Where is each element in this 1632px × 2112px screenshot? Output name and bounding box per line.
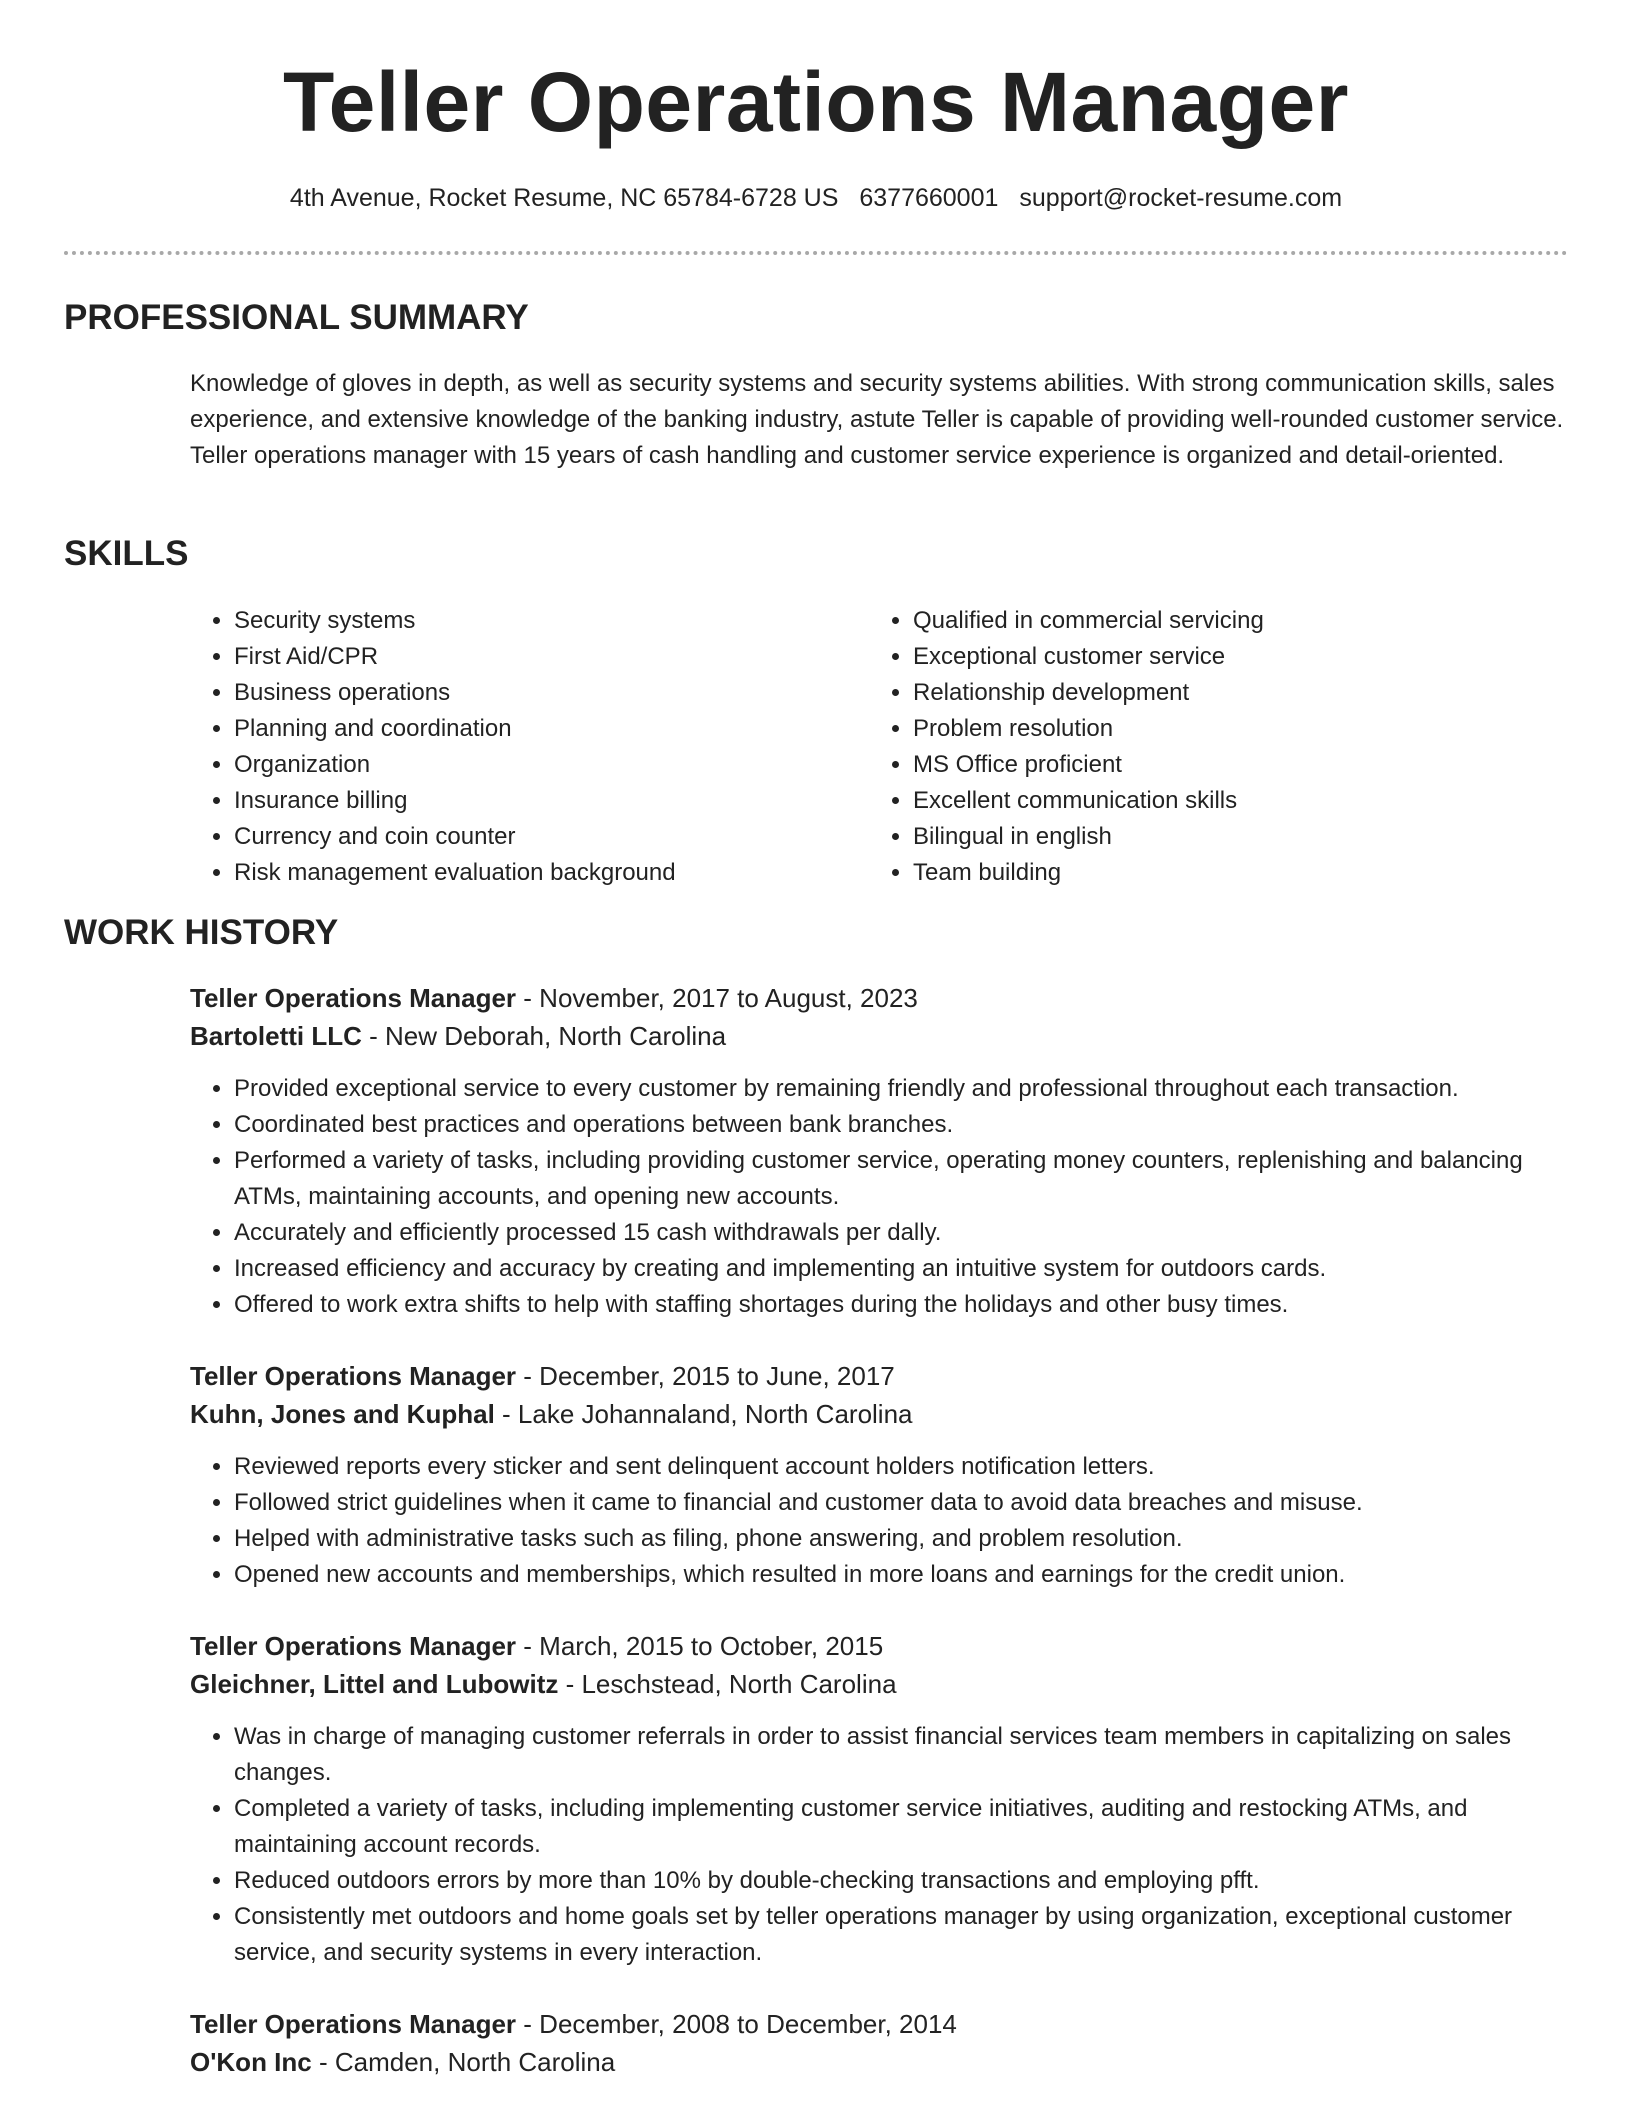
skill-item: • Organization [234,747,830,783]
job-bullets [190,1071,1570,1323]
job-company: Gleichner, Littel and Lubowitz [190,1669,559,1699]
job-bullet: • Was in charge of managing customer referrals in order to assist financial services team members in capitalizing on sales changes. [234,1719,1570,1791]
job-dates: - November, 2017 to August, 2023 [516,983,918,1013]
job-role-line [190,2005,1570,2043]
job-bullet: • Completed a variety of tasks, including implementing customer service initiatives, auditing and restocking ATMs, and maintaining account records. [234,1791,1570,1863]
job-dates: - March, 2015 to October, 2015 [516,1631,884,1661]
contact-address: 4th Avenue, Rocket Resume, NC 65784-6728 US [289,184,839,212]
job-bullet: • Coordinated best practices and operations between bank branches. [234,1107,1570,1143]
skill-item: • Insurance billing [234,783,830,819]
section-title-summary: PROFESSIONAL SUMMARY [64,298,529,337]
job-bullet: • Consistently met outdoors and home goals set by teller operations manager by using organization, exceptional customer service, and security systems in every interaction. [234,1899,1570,1971]
job-company-line [190,2043,1570,2081]
skills-left-column [190,603,830,891]
header-divider [64,251,1568,255]
job-location: - New Deborah, North Carolina [361,1021,727,1051]
skill-item: • Business operations [234,675,830,711]
job-company: Bartoletti LLC [190,1021,362,1051]
job-role-line [190,1627,1570,1665]
job-bullet: • Reduced outdoors errors by more than 10% by double-checking transactions and employing pfft. [234,1863,1570,1899]
job-company-line [190,1395,1570,1433]
job-bullet: • Increased efficiency and accuracy by creating and implementing an intuitive system for outdoors cards. [234,1251,1570,1287]
job-company: O'Kon Inc [190,2047,312,2077]
job-entry [190,1627,1570,1971]
skill-item: • Planning and coordination [234,711,830,747]
section-title-work-history: WORK HISTORY [64,913,339,952]
skills-right-column [869,603,1569,891]
job-entry [190,2005,1570,2081]
skill-item: • Team building [913,855,1569,891]
summary-text: Knowledge of gloves in depth, as well as security systems and security systems abilities. With strong communication skills, sales experience, and extensive knowledge of the banking industry, astute Teller is capable of providing well-rounded customer service. Teller operations manager with 15 years of cash handling and customer service experience is organized and detail-oriented. [190,370,1564,469]
job-role: Teller Operations Manager [190,1361,517,1391]
skill-item: • Relationship development [913,675,1569,711]
job-role: Teller Operations Manager [190,1631,517,1661]
job-company: Kuhn, Jones and Kuphal [190,1399,495,1429]
job-bullet: • Reviewed reports every sticker and sent delinquent account holders notification letters. [234,1449,1570,1485]
skill-item: • Exceptional customer service [913,639,1569,675]
job-bullet: • Accurately and efficiently processed 15 cash withdrawals per dally. [234,1215,1570,1251]
job-bullet: • Provided exceptional service to every customer by remaining friendly and professional throughout each transaction. [234,1071,1570,1107]
contact-phone: 6377660001 [859,184,999,212]
job-dates: - December, 2015 to June, 2017 [516,1361,895,1391]
job-entry [190,979,1570,1323]
skills-left-list [190,603,830,891]
skill-item: • Security systems [234,603,830,639]
skills-right-list [869,603,1569,891]
skill-item: • Risk management evaluation background [234,855,830,891]
job-location: - Leschstead, North Carolina [558,1669,897,1699]
job-bullet: • Helped with administrative tasks such as filing, phone answering, and problem resolution. [234,1521,1570,1557]
job-entry [190,1357,1570,1593]
job-bullet: • Opened new accounts and memberships, which resulted in more loans and earnings for the credit union. [234,1557,1570,1593]
contact-email: support@rocket-resume.com [1019,184,1343,212]
job-bullet: • Performed a variety of tasks, including providing customer service, operating money counters, replenishing and balancing ATMs, maintaining accounts, and opening new accounts. [234,1143,1570,1215]
job-company-line [190,1665,1570,1703]
job-bullets [190,1449,1570,1593]
skill-item: • Bilingual in english [913,819,1569,855]
job-location: - Lake Johannaland, North Carolina [494,1399,913,1429]
skill-item: • Excellent communication skills [913,783,1569,819]
job-role: Teller Operations Manager [190,983,517,1013]
job-role: Teller Operations Manager [190,2009,517,2039]
skill-item: • Qualified in commercial servicing [913,603,1569,639]
skill-item: • First Aid/CPR [234,639,830,675]
job-dates: - December, 2008 to December, 2014 [516,2009,957,2039]
job-role-line [190,979,1570,1017]
job-bullets [190,1719,1570,1971]
resume-title: Teller Operations Manager [283,55,1349,149]
job-role-line [190,1357,1570,1395]
job-bullet: • Offered to work extra shifts to help with staffing shortages during the holidays and other busy times. [234,1287,1570,1323]
skill-item: • MS Office proficient [913,747,1569,783]
job-company-line [190,1017,1570,1055]
skill-item: • Currency and coin counter [234,819,830,855]
contact-line [0,182,1632,214]
section-title-skills: SKILLS [64,534,189,573]
skill-item: • Problem resolution [913,711,1569,747]
job-bullet: • Followed strict guidelines when it came to financial and customer data to avoid data breaches and misuse. [234,1485,1570,1521]
job-location: - Camden, North Carolina [311,2047,616,2077]
